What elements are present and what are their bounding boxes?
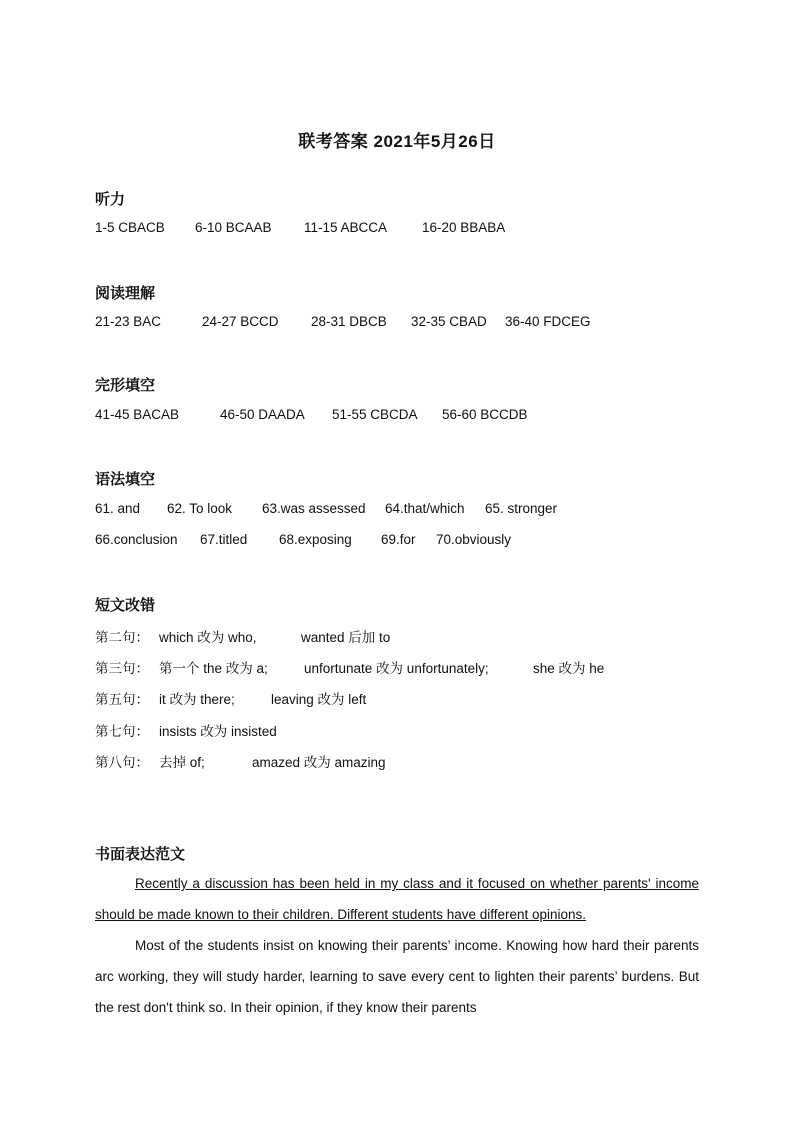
grammar-heading: 语法填空 <box>95 471 156 488</box>
correction-item: it 改为 there; <box>159 692 235 707</box>
answer-group: 41-45 BACAB <box>95 407 180 422</box>
answer-group: 32-35 CBAD <box>411 314 487 329</box>
correction-heading: 短文改错 <box>95 597 156 614</box>
answer-item: 63.was assessed <box>262 501 366 516</box>
correction-item: wanted 后加 to <box>301 630 391 645</box>
sample-essay <box>95 868 699 1023</box>
answer-group: 1-5 CBACB <box>95 220 165 235</box>
correction-item: which 改为 who, <box>159 630 257 645</box>
correction-item: 去掉 of; <box>159 755 205 770</box>
answer-group: 36-40 FDCEG <box>505 314 591 329</box>
writing-heading: 书面表达范文 <box>95 846 186 863</box>
answer-group: 51-55 CBCDA <box>332 407 418 422</box>
sentence-label: 第二句： <box>95 630 149 645</box>
reading-heading: 阅读理解 <box>95 285 156 302</box>
answer-item: 61. and <box>95 501 141 516</box>
answer-group: 6-10 BCAAB <box>195 220 272 235</box>
listening-heading: 听力 <box>95 191 126 208</box>
answer-item: 62. To look <box>167 501 233 516</box>
sentence-label: 第三句： <box>95 661 149 676</box>
cloze-heading: 完形填空 <box>95 377 156 394</box>
answer-item: 70.obviously <box>436 532 512 547</box>
answer-group: 46-50 DAADA <box>220 407 305 422</box>
answer-item: 64.that/which <box>385 501 465 516</box>
answer-group: 16-20 BBABA <box>422 220 506 235</box>
answer-item: 69.for <box>381 532 416 547</box>
answer-group: 11-15 ABCCA <box>304 220 388 235</box>
answer-item: 68.exposing <box>279 532 352 547</box>
correction-item: amazed 改为 amazing <box>252 755 386 770</box>
essay-paragraph-2: Most of the students insist on knowing their parents’ income. Knowing how hard their parents arc working, they will study harder, learning to save every cent to lighten their parents’ burdens. But the rest don't think so. In their opinion, if they know their parents <box>95 938 699 1015</box>
correction-item: leaving 改为 left <box>271 692 367 707</box>
answer-item: 66.conclusion <box>95 532 178 547</box>
answer-group: 56-60 BCCDB <box>442 407 528 422</box>
answer-group: 21-23 BAC <box>95 314 162 329</box>
sentence-label: 第七句： <box>95 724 149 739</box>
essay-paragraph-1: Recently a discussion has been held in my class and it focused on whether parents' income should be made known to their children. Different students have different opinions. <box>95 876 699 922</box>
sentence-label: 第八句： <box>95 755 149 770</box>
page-title: 联考答案 2021年5月26日 <box>298 132 496 151</box>
answer-group: 28-31 DBCB <box>311 314 387 329</box>
answer-group: 24-27 BCCD <box>202 314 279 329</box>
answer-item: 65. stronger <box>485 501 558 516</box>
answer-item: 67.titled <box>200 532 248 547</box>
correction-item: unfortunate 改为 unfortunately; <box>304 661 489 676</box>
correction-item: 第一个 the 改为 a; <box>159 661 268 676</box>
correction-item: she 改为 he <box>533 661 605 676</box>
sentence-label: 第五句： <box>95 692 149 707</box>
correction-item: insists 改为 insisted <box>159 724 277 739</box>
